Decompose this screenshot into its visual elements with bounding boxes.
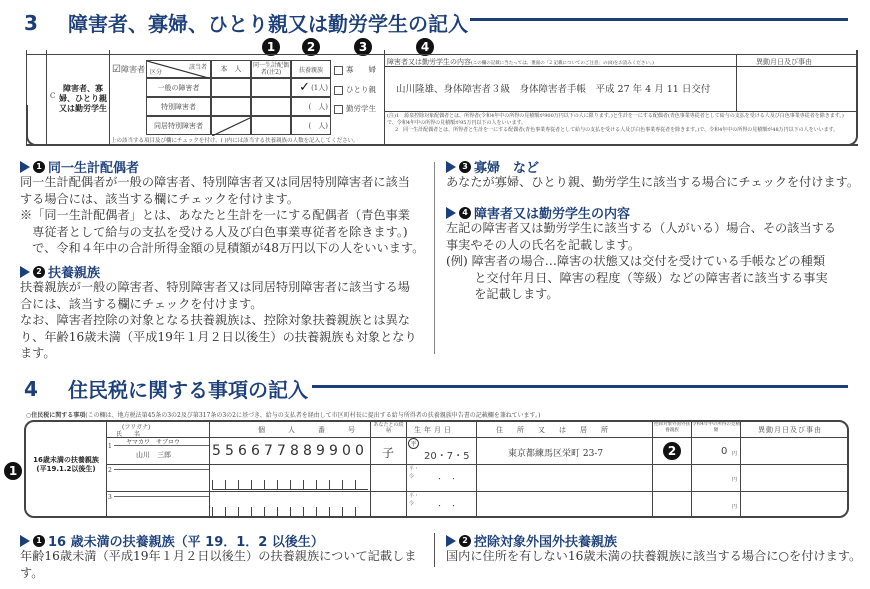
section4-caption: ○住民税に関する事項(この欄は、地方税法第45条の3の2及び第317条の3の2に基づき、給与の支払者を経由して市区町村長に提出する給与所得者の扶養親族申告書の記載欄を兼ねています。) <box>26 412 541 419</box>
cell-spouse-general[interactable] <box>251 78 291 97</box>
header-furigana: (フリガナ) <box>122 424 151 431</box>
exp4-body-1: 年齢16歳未満（平成19年１月２日以後生）の扶養親族について記載します。 <box>20 549 417 580</box>
disabled-checkbox[interactable]: ☑障害者 <box>112 64 145 75</box>
header-address: 住所又は居所 <box>496 426 622 434</box>
notes: (注)1 源泉控除対象配偶者とは、所得者(令和4年中の所得の見積額が900万円以下の人に限ります。)と生計を一にする配偶者(青色事業専従者として給与の支払を受ける人及び白色事業専従者を除きます。)で、令和4年中の所得の見積額が95万円以下の人をいいます。 2 同一生計配偶者とは、所得者と生計を一にする配偶者(青色事業専従者として給与の支払を受ける人及び白色事業専従者を除きます。)で、令和4年中の所得の見積額が48万円以下の人をいいます。 <box>387 113 844 133</box>
section4-form <box>24 420 849 518</box>
table-corner: 該当者 区分 <box>146 60 211 78</box>
detail-value[interactable]: 山川隆雄、身体障害者３級 身体障害者手帳 平成 27 年 4 月 11 日交付 <box>396 84 711 95</box>
exp4-heading-1: 1 16 歳未満の扶養親族（平 19．1．2 以後生） <box>20 531 324 550</box>
exp4-body-2: 国内に住所を有しない16歳未満の扶養親族に該当する場合に○を付けます。 <box>446 549 862 563</box>
row1-income[interactable]: 0 <box>721 446 728 457</box>
section3-title <box>24 8 468 37</box>
row-special: 特別障害者 <box>146 97 211 116</box>
header-relation: あなたとの続柄 <box>373 422 404 434</box>
exp-body-2: 扶養親族が一般の障害者、特別障害者又は同居特別障害者に該当する場 合には、該当する欄にチェックを付けます。 なお、障害者控除の対象となる扶養親族は、控除対象扶養親族とは異な り、年齢16歳未満（平成19年１月２日以後生）の扶養親族も対象となり ます。 <box>20 280 417 360</box>
row1-era-circle[interactable]: 平 <box>408 438 419 449</box>
exp-body-1: 同一生計配偶者が一般の障害者、特別障害者又は同居特別障害者に該当 する場合には、該当する欄にチェックを付けます。 ※「同一生計配偶者」とは、あなたと生計を一にする配偶者（青色事業 専従者として給与の支払を受ける人及び白色事業専従者を除きます。) で、令和４年中の合計所得金額の見積額が48万円以下の人をいいます。 <box>20 175 425 255</box>
section4-rule <box>312 385 848 388</box>
cell-spouse-special[interactable] <box>251 97 291 116</box>
exp-heading-1: 1 同一生計配偶者 <box>20 157 139 176</box>
row-label-prefix: C <box>50 92 56 100</box>
row3-yen: 円 <box>732 504 738 510</box>
exp-body-3: あなたが寡婦、ひとり親、勤労学生に該当する場合にチェックを付けます。 <box>446 175 860 189</box>
marker-2-overseas: 2 <box>663 442 681 460</box>
row2-yen: 円 <box>732 477 738 483</box>
row-cohabiting: 同居特別障害者 <box>146 116 211 135</box>
row3-birth[interactable]: ・ ・ <box>436 502 457 510</box>
header-name: 氏 名 <box>116 431 141 438</box>
col-spouse: 同一生計配偶者(注2) <box>252 62 289 76</box>
row-general: 一般の障害者 <box>146 78 211 97</box>
row1-relation[interactable]: 子 <box>382 446 395 460</box>
side-marker-1: 1 <box>4 462 22 480</box>
row2-my-number[interactable] <box>212 480 368 490</box>
exp-heading-4: 4 障害者又は勤労学生の内容 <box>446 203 630 222</box>
marker-2: 2 <box>302 38 320 56</box>
row-label: 障害者、寡婦、ひとり親又は勤労学生 <box>59 84 107 113</box>
exp-heading-3: 3 寡婦 など <box>446 157 539 176</box>
row3-era[interactable]: 平・令 <box>409 493 420 507</box>
cell-self-general[interactable] <box>211 78 251 97</box>
cell-spouse-cohabiting[interactable] <box>251 116 291 135</box>
detail-header: 障害者又は勤労学生の内容(この欄の記載に当たっては、裏面の「2 記載についてのご注意」の(8)をお読みください。) <box>387 58 654 66</box>
marker-1: 1 <box>262 38 280 56</box>
section3-title-text: 障害者、寡婦、ひとり親又は勤労学生の記入 <box>68 12 468 36</box>
exp-heading-2: 2 扶養親族 <box>20 262 100 281</box>
section3-number: 3 <box>24 10 38 35</box>
section3-form <box>26 50 858 146</box>
col-dependent: 扶養親族 <box>291 60 331 78</box>
row1-furigana[interactable]: ヤマカワ サブロウ <box>126 439 181 446</box>
marker-3: 3 <box>354 38 372 56</box>
row-label-under16: 16歳未満の扶養親族(平19.1.2以後生) <box>33 456 99 473</box>
working-student-checkbox[interactable]: 勤労学生 <box>334 103 376 114</box>
header-income: 令和4年中の所得の見積額 <box>692 422 740 433</box>
cell-dependent-cohabiting[interactable]: ( 人) <box>291 116 331 135</box>
row1-no: 1 <box>108 443 112 450</box>
cell-self-special[interactable] <box>211 97 251 116</box>
exp4-heading-2: 2 控除対象外国外扶養親族 <box>446 531 617 550</box>
cell-dependent-general[interactable]: ✓ (1人) <box>291 78 331 97</box>
exp-body-4: 左記の障害者又は勤労学生に該当する（人がいる）場合、その該当する 事実やその人の氏名を記載します。 (例) 障害者の場合…障害の状態又は交付を受けている手帳などの種類 と交付年月日、障害の程度（等級）などの障害者に該当する事実 を記載します。 <box>446 221 836 301</box>
cell-self-cohabiting <box>211 116 251 135</box>
footnote-left: 上の該当する項目及び欄にチェックを付け、( )内には該当する扶養親族の人数を記入してください。 <box>111 138 359 144</box>
section4-title <box>24 374 308 403</box>
marker-4: 4 <box>416 38 434 56</box>
header-change: 異動月日及び事由 <box>758 426 822 434</box>
row2-no: 2 <box>108 467 112 474</box>
row3-my-number[interactable] <box>212 507 368 517</box>
header-my-number: 個 人 番 号 <box>258 426 363 434</box>
row1-address[interactable]: 東京都練馬区栄町 23-7 <box>508 449 604 459</box>
row3-no: 3 <box>108 494 112 501</box>
change-header: 異動月日及び事由 <box>756 58 812 66</box>
section4-title-text: 住民税に関する事項の記入 <box>68 378 308 402</box>
column-divider <box>434 162 435 354</box>
row1-yen: 円 <box>732 451 738 457</box>
row1-birth[interactable]: 20・7・5 <box>424 451 470 462</box>
row2-birth[interactable]: ・ ・ <box>436 475 457 483</box>
section4-number: 4 <box>24 376 38 401</box>
col-self: 本 人 <box>211 60 251 78</box>
header-birth: 生年月日 <box>414 426 454 434</box>
cell-dependent-special[interactable]: ( 人) <box>291 97 331 116</box>
row2-era[interactable]: 平・令 <box>409 466 420 480</box>
checkmark-icon: ✓ <box>299 80 311 95</box>
disabled-checkbox-label: 障害者 <box>120 65 145 74</box>
single-parent-checkbox[interactable]: ひとり親 <box>334 84 376 95</box>
row1-name[interactable]: 山川 三郎 <box>136 451 171 459</box>
row1-my-number[interactable]: 5 5 6 6 7 7 8 8 9 9 0 0 <box>212 443 364 459</box>
section3-rule <box>470 18 848 21</box>
widow-checkbox[interactable]: 寡 婦 <box>334 64 376 75</box>
header-overseas: 控除対象外国外扶養親族 <box>654 422 690 433</box>
column-divider-4 <box>434 533 435 567</box>
